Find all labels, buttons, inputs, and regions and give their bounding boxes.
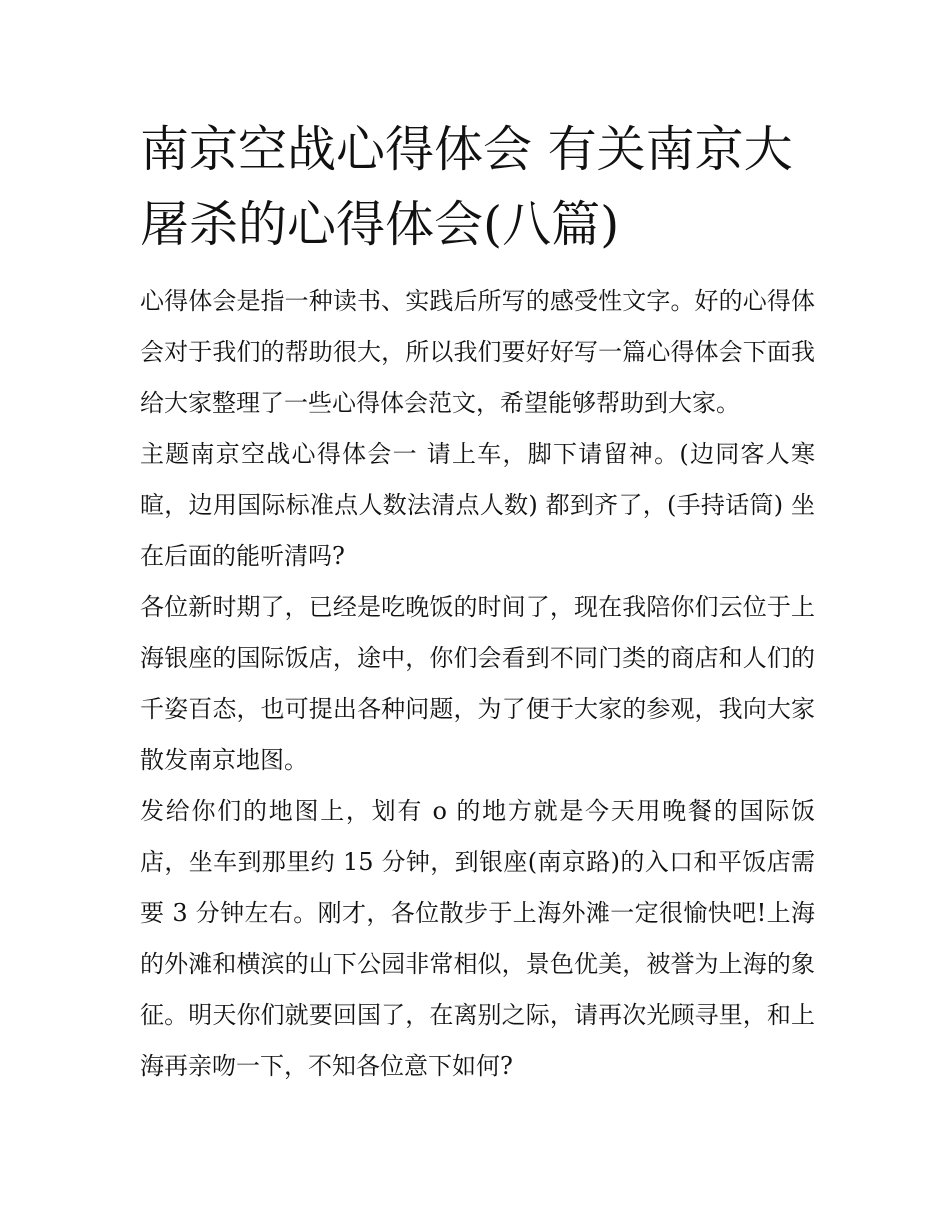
paragraph-intro: 心得体会是指一种读书、实践后所写的感受性文字。好的心得体会对于我们的帮助很大，所以我们要好好写一篇心得体会下面我给大家整理了一些心得体会范文，希望能够帮助到大家。 xyxy=(140,287,815,417)
paragraph-hotel: 发给你们的地图上，划有 o 的地方就是今天用晚餐的国际饭店，坐车到那里约 15 分钟，到银座(南京路)的入口和平饭店需要 3 分钟左右。刚才，各位散步于上海外滩一定很愉快吧!上海的外滩和横滨的山下公园非常相似，景色优美，被誉为上海的象征。明天你们就要回国了，在离别之际，请再次光顾寻里，和上海再亲吻一下，不知各位意下如何? xyxy=(140,797,815,1080)
paragraph-greeting: 主题南京空战心得体会一 请上车，脚下请留神。(边同客人寒暄，边用国际标准点人数法清点人数) 都到齐了，(手持话筒) 坐在后面的能听清吗? xyxy=(140,440,815,570)
paragraph-map: 各位新时期了，已经是吃晚饭的时间了，现在我陪你们云位于上海银座的国际饭店，途中，你们会看到不同门类的商店和人们的千姿百态，也可提出各种问题，为了便于大家的参观，我向大家散发南京地图。 xyxy=(140,593,815,774)
document-title: 南京空战心得体会 有关南京大屠杀的心得体会(八篇) xyxy=(140,121,793,253)
document-body xyxy=(140,276,815,1092)
